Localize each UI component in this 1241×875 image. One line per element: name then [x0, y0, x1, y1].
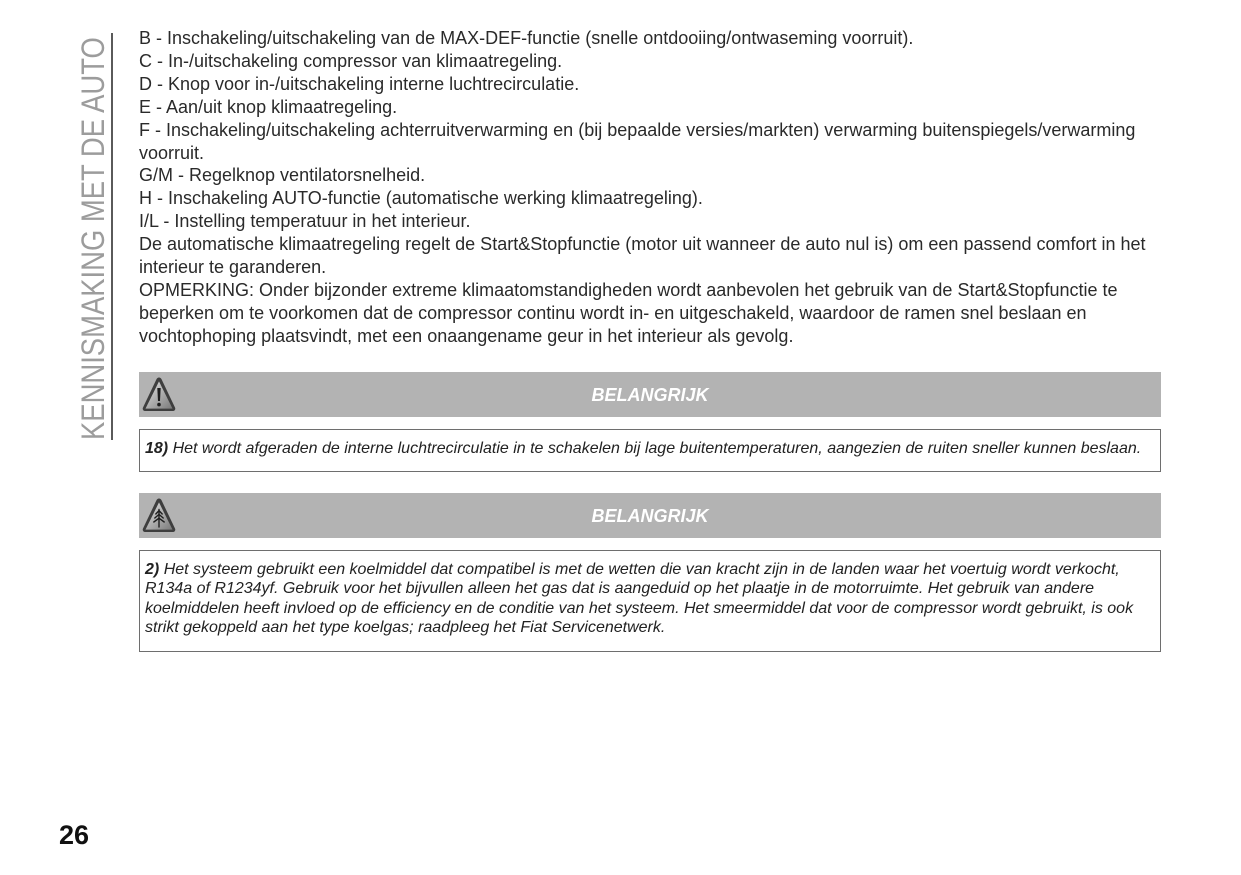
paragraph-item-c: C - In-/uitschakeling compressor van klimaatregeling.	[139, 50, 563, 71]
paragraph-item-f: F - Inschakeling/uitschakeling achterruitverwarming en (bij bepaalde versies/markten) verwarming buitenspiegels/verwarming voorruit.	[139, 119, 1136, 163]
note-text: Het systeem gebruikt een koelmiddel dat compatibel is met de wetten die van kracht zijn in de landen waar het voertuig wordt verkocht, R134a of R1234yf. Gebruik voor het bijvullen alleen het gas dat is aangeduid op het plaatje in de motorruimte. Het gebruik van andere koelmiddelen heeft invloed op de efficiency en de conditie van het systeem. Het smeermiddel dat voor de compressor wordt gebruikt, is ook strikt gekoppeld aan het type koelgas; raadpleeg het Fiat Servicenetwerk.	[145, 561, 1134, 636]
chapter-title-vertical: KENNISMAKING MET DE AUTO	[75, 37, 111, 440]
chapter-divider-line	[111, 33, 113, 440]
paragraph-item-h: H - Inschakeling AUTO-functie (automatische werking klimaatregeling).	[139, 188, 703, 209]
note-number: 18)	[145, 440, 169, 457]
warning-header-2	[139, 493, 1161, 538]
note-number: 2)	[145, 561, 160, 578]
note-text: Het wordt afgeraden de interne luchtrecirculatie in te schakelen bij lage buitentemperaturen, aangezien de ruiten sneller kunnen beslaan.	[172, 440, 1142, 457]
paragraph-item-e: E - Aan/uit knop klimaatregeling.	[139, 96, 398, 117]
page-number: 26	[59, 820, 90, 850]
warning-title: BELANGRIJK	[591, 506, 709, 526]
paragraph-start-stop: De automatische klimaatregeling regelt de Start&Stopfunctie (motor uit wanneer de auto nul is) om een passend comfort in het interieur te garanderen.	[139, 234, 1146, 278]
paragraph-item-b: B - Inschakeling/uitschakeling van de MAX-DEF-functie (snelle ontdooiing/ontwaseming voorruit).	[139, 28, 914, 48]
warning-header-1	[139, 372, 1161, 417]
paragraph-item-i-l: I/L - Instelling temperatuur in het interieur.	[139, 211, 471, 232]
warning-note-1	[139, 429, 1161, 472]
paragraph-item-d: D - Knop voor in-/uitschakeling interne luchtrecirculatie.	[139, 73, 580, 94]
warning-note-2	[139, 550, 1161, 652]
warning-title: BELANGRIJK	[591, 385, 709, 405]
paragraph-item-g-m: G/M - Regelknop ventilatorsnelheid.	[139, 165, 426, 186]
body-text	[139, 27, 1161, 348]
paragraph-opmerking: OPMERKING: Onder bijzonder extreme klimaatomstandigheden wordt aanbevolen het gebruik van de Start&Stopfunctie te beperken om te voorkomen dat de compressor continu wordt in- en uitgeschakeld, waardoor de ramen snel beslaan en vochtophoping plaatsvindt, met een onaangename geur in het interieur als gevolg.	[139, 279, 1118, 346]
